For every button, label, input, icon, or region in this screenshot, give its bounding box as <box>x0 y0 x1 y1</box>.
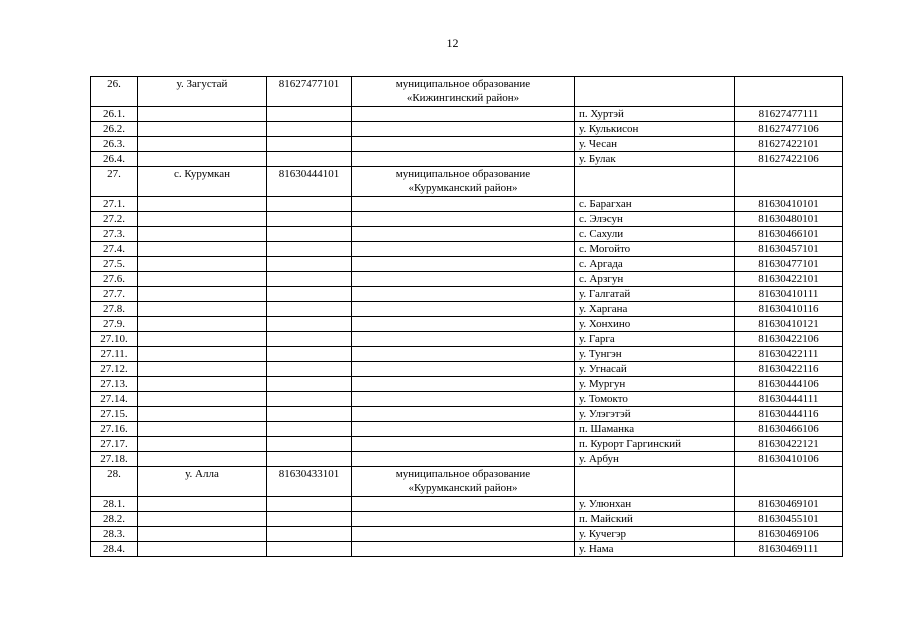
settlement-cell: п. Шаманка <box>575 422 735 437</box>
admin-center-code-cell <box>267 272 352 287</box>
admin-center-cell <box>138 392 267 407</box>
table-row <box>91 467 843 497</box>
settlement-code-cell: 81630457101 <box>735 242 843 257</box>
settlement-code-cell <box>735 467 843 497</box>
table-row <box>91 302 843 317</box>
municipality-line-2: «Курумканский район» <box>408 182 518 194</box>
municipality-cell <box>352 452 575 467</box>
admin-center-cell <box>138 347 267 362</box>
settlement-cell <box>575 467 735 497</box>
admin-center-cell <box>138 527 267 542</box>
settlement-cell: у. Арбун <box>575 452 735 467</box>
admin-center-code-cell <box>267 257 352 272</box>
municipality-cell <box>352 257 575 272</box>
municipality-cell <box>352 422 575 437</box>
row-number-cell: 28. <box>91 467 138 497</box>
settlement-cell: у. Мургун <box>575 377 735 392</box>
settlement-code-cell: 81630469106 <box>735 527 843 542</box>
admin-center-code-cell <box>267 377 352 392</box>
settlement-code-cell: 81630410106 <box>735 452 843 467</box>
municipality-line-2: «Кижингинский район» <box>406 92 520 104</box>
municipality-cell <box>352 437 575 452</box>
settlement-cell: п. Хуртэй <box>575 107 735 122</box>
settlement-cell: у. Нама <box>575 542 735 557</box>
municipality-cell <box>352 407 575 422</box>
municipality-cell <box>352 332 575 347</box>
admin-center-cell <box>138 212 267 227</box>
settlement-cell: с. Элэсун <box>575 212 735 227</box>
admin-center-code-cell <box>267 152 352 167</box>
settlement-code-cell: 81630477101 <box>735 257 843 272</box>
municipality-cell <box>352 527 575 542</box>
admin-center-cell <box>138 317 267 332</box>
admin-center-cell: у. Алла <box>138 467 267 497</box>
municipality-cell <box>352 152 575 167</box>
municipality-cell <box>352 497 575 512</box>
table-row <box>91 437 843 452</box>
table-row <box>91 317 843 332</box>
municipality-cell <box>352 392 575 407</box>
municipality-cell <box>352 347 575 362</box>
admin-center-code-cell <box>267 437 352 452</box>
row-number-cell: 26. <box>91 77 138 107</box>
table-row <box>91 272 843 287</box>
settlement-code-cell <box>735 77 843 107</box>
settlement-code-cell: 81630480101 <box>735 212 843 227</box>
settlement-cell: у. Булак <box>575 152 735 167</box>
row-number-cell: 27.3. <box>91 227 138 242</box>
table-row <box>91 332 843 347</box>
admin-center-cell <box>138 362 267 377</box>
row-number-cell: 26.1. <box>91 107 138 122</box>
settlement-cell: у. Томокто <box>575 392 735 407</box>
settlement-code-cell: 81627477111 <box>735 107 843 122</box>
admin-center-code-cell: 81630444101 <box>267 167 352 197</box>
municipality-cell <box>352 512 575 527</box>
municipality-cell <box>352 167 575 197</box>
municipality-cell <box>352 317 575 332</box>
admin-center-cell <box>138 137 267 152</box>
row-number-cell: 27.18. <box>91 452 138 467</box>
municipality-cell <box>352 197 575 212</box>
municipality-cell <box>352 77 575 107</box>
table-row <box>91 227 843 242</box>
settlement-code-cell: 81630469101 <box>735 497 843 512</box>
row-number-cell: 27.6. <box>91 272 138 287</box>
table-row <box>91 167 843 197</box>
settlement-code-cell: 81627477106 <box>735 122 843 137</box>
admin-center-cell <box>138 152 267 167</box>
row-number-cell: 26.2. <box>91 122 138 137</box>
table-row <box>91 377 843 392</box>
settlement-cell: у. Улюнхан <box>575 497 735 512</box>
table-row <box>91 422 843 437</box>
row-number-cell: 27. <box>91 167 138 197</box>
row-number-cell: 27.8. <box>91 302 138 317</box>
municipality-cell <box>352 137 575 152</box>
table-row <box>91 212 843 227</box>
settlement-code-cell: 81630469111 <box>735 542 843 557</box>
row-number-cell: 28.4. <box>91 542 138 557</box>
admin-center-cell <box>138 227 267 242</box>
table-row <box>91 107 843 122</box>
admin-center-cell <box>138 287 267 302</box>
municipality-cell <box>352 302 575 317</box>
row-number-cell: 27.16. <box>91 422 138 437</box>
settlement-code-cell <box>735 167 843 197</box>
row-number-cell: 28.1. <box>91 497 138 512</box>
settlement-cell: с. Сахули <box>575 227 735 242</box>
settlement-cell: у. Чесан <box>575 137 735 152</box>
admin-center-code-cell <box>267 542 352 557</box>
admin-center-code-cell <box>267 227 352 242</box>
settlement-code-cell: 81630422116 <box>735 362 843 377</box>
settlement-cell: с. Могойто <box>575 242 735 257</box>
settlement-cell: у. Харгана <box>575 302 735 317</box>
admin-center-code-cell <box>267 137 352 152</box>
settlement-code-cell: 81630455101 <box>735 512 843 527</box>
admin-center-cell <box>138 407 267 422</box>
admin-center-code-cell: 81627477101 <box>267 77 352 107</box>
admin-center-code-cell <box>267 362 352 377</box>
settlement-code-cell: 81630410101 <box>735 197 843 212</box>
admin-center-cell <box>138 437 267 452</box>
admin-center-code-cell <box>267 512 352 527</box>
settlement-code-cell: 81630422106 <box>735 332 843 347</box>
row-number-cell: 27.2. <box>91 212 138 227</box>
municipality-cell <box>352 272 575 287</box>
admin-center-code-cell <box>267 422 352 437</box>
admin-center-cell <box>138 197 267 212</box>
row-number-cell: 27.11. <box>91 347 138 362</box>
table-row <box>91 197 843 212</box>
municipality-line-1: муниципальное образование <box>395 168 531 180</box>
row-number-cell: 26.4. <box>91 152 138 167</box>
settlement-cell: у. Кучегэр <box>575 527 735 542</box>
settlement-code-cell: 81630444111 <box>735 392 843 407</box>
settlement-cell: с. Барагхан <box>575 197 735 212</box>
settlement-code-cell: 81630410121 <box>735 317 843 332</box>
municipality-line-1: муниципальное образование <box>395 468 531 480</box>
admin-center-cell <box>138 332 267 347</box>
admin-center-cell <box>138 497 267 512</box>
settlement-code-cell: 81630444106 <box>735 377 843 392</box>
settlement-code-cell: 81627422106 <box>735 152 843 167</box>
settlement-cell: у. Улэгэтэй <box>575 407 735 422</box>
admin-center-code-cell <box>267 527 352 542</box>
table-row <box>91 527 843 542</box>
admin-center-code-cell <box>267 302 352 317</box>
row-number-cell: 27.9. <box>91 317 138 332</box>
admin-center-cell <box>138 272 267 287</box>
admin-center-cell <box>138 377 267 392</box>
settlement-cell: с. Арзгун <box>575 272 735 287</box>
settlement-cell: у. Галгатай <box>575 287 735 302</box>
settlement-cell: у. Хонхино <box>575 317 735 332</box>
settlement-code-cell: 81630466106 <box>735 422 843 437</box>
row-number-cell: 27.1. <box>91 197 138 212</box>
table-row <box>91 137 843 152</box>
municipality-cell <box>352 467 575 497</box>
table-row <box>91 407 843 422</box>
settlement-code-cell: 81630422121 <box>735 437 843 452</box>
table-row <box>91 242 843 257</box>
admin-center-code-cell <box>267 107 352 122</box>
settlement-cell <box>575 167 735 197</box>
settlement-cell: у. Гарга <box>575 332 735 347</box>
table-row <box>91 512 843 527</box>
row-number-cell: 27.17. <box>91 437 138 452</box>
settlements-table <box>90 76 843 557</box>
table-row <box>91 287 843 302</box>
settlement-code-cell: 81630444116 <box>735 407 843 422</box>
admin-center-cell <box>138 122 267 137</box>
row-number-cell: 27.13. <box>91 377 138 392</box>
row-number-cell: 27.15. <box>91 407 138 422</box>
admin-center-code-cell <box>267 242 352 257</box>
admin-center-cell <box>138 107 267 122</box>
row-number-cell: 28.2. <box>91 512 138 527</box>
row-number-cell: 27.12. <box>91 362 138 377</box>
table-row <box>91 77 843 107</box>
settlement-cell: у. Кулькисон <box>575 122 735 137</box>
settlement-cell: п. Курорт Гаргинский <box>575 437 735 452</box>
admin-center-code-cell <box>267 317 352 332</box>
admin-center-code-cell <box>267 497 352 512</box>
municipality-cell <box>352 107 575 122</box>
table-row <box>91 122 843 137</box>
municipality-cell <box>352 362 575 377</box>
row-number-cell: 27.5. <box>91 257 138 272</box>
row-number-cell: 28.3. <box>91 527 138 542</box>
table-row <box>91 347 843 362</box>
row-number-cell: 27.10. <box>91 332 138 347</box>
admin-center-code-cell <box>267 332 352 347</box>
admin-center-code-cell <box>267 197 352 212</box>
settlement-code-cell: 81630466101 <box>735 227 843 242</box>
municipality-line-1: муниципальное образование <box>395 78 531 90</box>
table-row <box>91 542 843 557</box>
table-row <box>91 452 843 467</box>
municipality-cell <box>352 287 575 302</box>
admin-center-cell <box>138 452 267 467</box>
settlement-cell: у. Тунгэн <box>575 347 735 362</box>
admin-center-code-cell <box>267 287 352 302</box>
admin-center-code-cell <box>267 407 352 422</box>
municipality-cell <box>352 227 575 242</box>
table-row <box>91 392 843 407</box>
settlement-cell: у. Угнасай <box>575 362 735 377</box>
row-number-cell: 26.3. <box>91 137 138 152</box>
admin-center-cell <box>138 422 267 437</box>
admin-center-cell <box>138 542 267 557</box>
municipality-cell <box>352 542 575 557</box>
table-row <box>91 257 843 272</box>
table-row <box>91 497 843 512</box>
row-number-cell: 27.4. <box>91 242 138 257</box>
admin-center-code-cell: 81630433101 <box>267 467 352 497</box>
admin-center-code-cell <box>267 212 352 227</box>
row-number-cell: 27.7. <box>91 287 138 302</box>
municipality-cell <box>352 122 575 137</box>
admin-center-code-cell <box>267 392 352 407</box>
settlement-cell: п. Майский <box>575 512 735 527</box>
page-number: 12 <box>446 36 459 50</box>
municipality-cell <box>352 212 575 227</box>
settlement-code-cell: 81627422101 <box>735 137 843 152</box>
admin-center-cell: у. Загустай <box>138 77 267 107</box>
row-number-cell: 27.14. <box>91 392 138 407</box>
admin-center-cell: с. Курумкан <box>138 167 267 197</box>
settlement-code-cell: 81630410116 <box>735 302 843 317</box>
admin-center-code-cell <box>267 122 352 137</box>
municipality-cell <box>352 242 575 257</box>
settlement-cell <box>575 77 735 107</box>
admin-center-code-cell <box>267 452 352 467</box>
settlement-code-cell: 81630422111 <box>735 347 843 362</box>
table-row <box>91 362 843 377</box>
admin-center-cell <box>138 302 267 317</box>
settlement-code-cell: 81630410111 <box>735 287 843 302</box>
settlement-cell: с. Аргада <box>575 257 735 272</box>
municipality-cell <box>352 377 575 392</box>
settlement-code-cell: 81630422101 <box>735 272 843 287</box>
municipality-line-2: «Курумканский район» <box>408 482 518 494</box>
admin-center-cell <box>138 257 267 272</box>
admin-center-cell <box>138 512 267 527</box>
admin-center-code-cell <box>267 347 352 362</box>
table-row <box>91 152 843 167</box>
table-body <box>91 77 843 557</box>
admin-center-cell <box>138 242 267 257</box>
